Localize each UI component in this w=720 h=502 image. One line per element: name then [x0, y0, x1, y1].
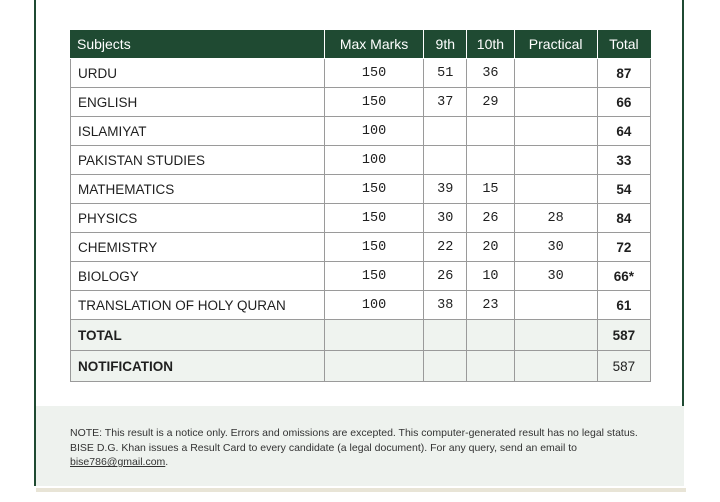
table-row — [71, 175, 651, 204]
marks-10th: 29 — [467, 88, 514, 117]
notification-practical-cell — [514, 351, 597, 382]
marks-9th: 30 — [424, 204, 467, 233]
marks-9th: 37 — [424, 88, 467, 117]
header-9th: 9th — [424, 30, 467, 59]
notification-10th-cell — [467, 351, 514, 382]
marks-9th — [424, 146, 467, 175]
total-max-cell — [324, 320, 423, 351]
marks-9th: 26 — [424, 262, 467, 291]
header-subjects: Subjects — [71, 30, 325, 59]
header-practical: Practical — [514, 30, 597, 59]
marks-practical — [514, 175, 597, 204]
max-marks: 150 — [324, 175, 423, 204]
marks-table — [70, 30, 651, 382]
marks-total: 66* — [597, 262, 650, 291]
table-row — [71, 291, 651, 320]
marks-9th: 22 — [424, 233, 467, 262]
note-panel — [36, 406, 684, 486]
subject-name: ENGLISH — [71, 88, 325, 117]
max-marks: 150 — [324, 88, 423, 117]
marks-10th: 26 — [467, 204, 514, 233]
marks-total: 61 — [597, 291, 650, 320]
marks-10th — [467, 117, 514, 146]
subject-name: PAKISTAN STUDIES — [71, 146, 325, 175]
header-total: Total — [597, 30, 650, 59]
notification-9th-cell — [424, 351, 467, 382]
marks-10th: 20 — [467, 233, 514, 262]
subject-name: BIOLOGY — [71, 262, 325, 291]
marks-practical: 28 — [514, 204, 597, 233]
header-10th: 10th — [467, 30, 514, 59]
notification-total: 587 — [597, 351, 650, 382]
marks-practical — [514, 146, 597, 175]
note-text — [70, 426, 650, 470]
total-9th-cell — [424, 320, 467, 351]
email-link[interactable]: bise786@gmail.com — [70, 456, 166, 468]
marks-practical — [514, 88, 597, 117]
max-marks: 150 — [324, 204, 423, 233]
table-row — [71, 262, 651, 291]
grand-total: 587 — [597, 320, 650, 351]
total-row — [71, 320, 651, 351]
subject-name: PHYSICS — [71, 204, 325, 233]
table-row — [71, 59, 651, 88]
total-label: TOTAL — [71, 320, 325, 351]
marks-10th: 10 — [467, 262, 514, 291]
subject-name: MATHEMATICS — [71, 175, 325, 204]
max-marks: 150 — [324, 59, 423, 88]
subject-name: URDU — [71, 59, 325, 88]
marks-practical — [514, 59, 597, 88]
header-max-marks: Max Marks — [324, 30, 423, 59]
max-marks: 100 — [324, 291, 423, 320]
marks-10th: 36 — [467, 59, 514, 88]
table-row — [71, 204, 651, 233]
total-10th-cell — [467, 320, 514, 351]
marks-10th — [467, 146, 514, 175]
marks-total: 66 — [597, 88, 650, 117]
notification-max-cell — [324, 351, 423, 382]
notification-label: NOTIFICATION — [71, 351, 325, 382]
card-bottom-edge — [36, 488, 686, 492]
marks-practical: 30 — [514, 233, 597, 262]
max-marks: 150 — [324, 262, 423, 291]
marks-total: 84 — [597, 204, 650, 233]
notification-row — [71, 351, 651, 382]
marks-9th: 39 — [424, 175, 467, 204]
marks-practical: 30 — [514, 262, 597, 291]
table-row — [71, 88, 651, 117]
marks-9th — [424, 117, 467, 146]
marks-practical — [514, 291, 597, 320]
marks-total: 72 — [597, 233, 650, 262]
marks-total: 33 — [597, 146, 650, 175]
marks-9th: 38 — [424, 291, 467, 320]
table-header-row — [71, 30, 651, 59]
max-marks: 150 — [324, 233, 423, 262]
marks-practical — [514, 117, 597, 146]
marks-total: 54 — [597, 175, 650, 204]
table-row — [71, 117, 651, 146]
subject-name: ISLAMIYAT — [71, 117, 325, 146]
total-practical-cell — [514, 320, 597, 351]
note-body: NOTE: This result is a notice only. Errors and omissions are excepted. This computer-generated result has no legal status. BISE D.G. Khan issues a Result Card to every candidate (a legal document). For any query, send an email to — [70, 427, 638, 454]
marks-9th: 51 — [424, 59, 467, 88]
note-end: . — [165, 456, 169, 468]
max-marks: 100 — [324, 117, 423, 146]
table-row — [71, 146, 651, 175]
max-marks: 100 — [324, 146, 423, 175]
subject-name: CHEMISTRY — [71, 233, 325, 262]
marks-10th: 15 — [467, 175, 514, 204]
table-row — [71, 233, 651, 262]
marks-10th: 23 — [467, 291, 514, 320]
marks-total: 87 — [597, 59, 650, 88]
subject-name: TRANSLATION OF HOLY QURAN — [71, 291, 325, 320]
marks-total: 64 — [597, 117, 650, 146]
